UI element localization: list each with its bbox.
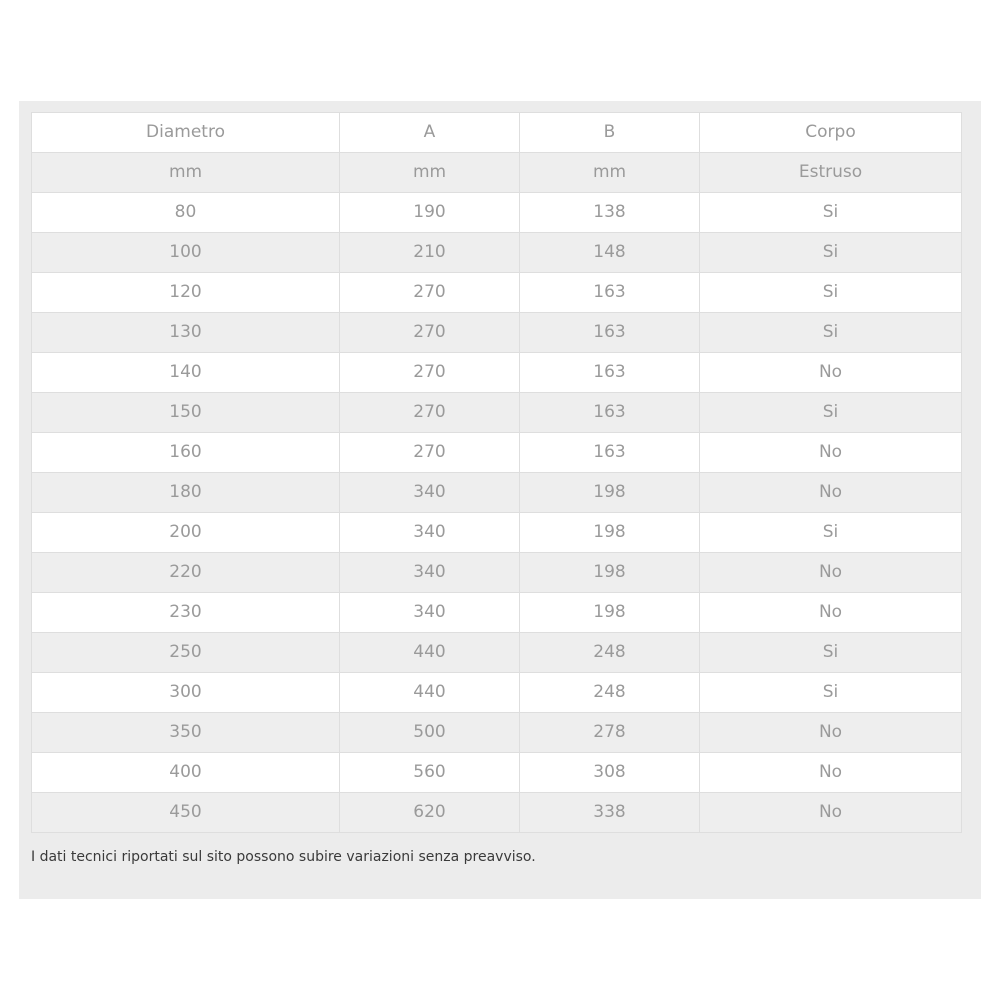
header-cell-b: B [520,113,700,153]
b-cell: 338 [520,793,700,833]
spec-table-body [32,113,962,833]
table-row [32,273,962,313]
corpo-cell: No [700,713,962,753]
diametro-cell: 450 [32,793,340,833]
table-row [32,393,962,433]
b-cell: 148 [520,233,700,273]
b-cell: 163 [520,273,700,313]
a-cell: 500 [340,713,520,753]
a-cell: 340 [340,513,520,553]
b-cell: 198 [520,553,700,593]
a-cell: 270 [340,313,520,353]
corpo-cell: No [700,753,962,793]
unit-cell-b: mm [520,153,700,193]
diametro-cell: 150 [32,393,340,433]
units-row [32,153,962,193]
b-cell: 163 [520,393,700,433]
corpo-cell: Si [700,193,962,233]
spec-table [31,112,962,833]
diametro-cell: 80 [32,193,340,233]
table-row [32,513,962,553]
table-row [32,673,962,713]
table-row [32,193,962,233]
unit-cell-corpo: Estruso [700,153,962,193]
diametro-cell: 140 [32,353,340,393]
a-cell: 270 [340,273,520,313]
corpo-cell: Si [700,513,962,553]
header-row [32,113,962,153]
b-cell: 248 [520,673,700,713]
corpo-cell: Si [700,673,962,713]
corpo-cell: No [700,593,962,633]
diametro-cell: 250 [32,633,340,673]
table-row [32,433,962,473]
unit-cell-diametro: mm [32,153,340,193]
table-row [32,793,962,833]
diametro-cell: 130 [32,313,340,353]
table-row [32,473,962,513]
diametro-cell: 120 [32,273,340,313]
corpo-cell: Si [700,313,962,353]
b-cell: 248 [520,633,700,673]
b-cell: 198 [520,513,700,553]
a-cell: 440 [340,633,520,673]
a-cell: 620 [340,793,520,833]
diametro-cell: 180 [32,473,340,513]
a-cell: 560 [340,753,520,793]
table-row [32,753,962,793]
b-cell: 163 [520,353,700,393]
corpo-cell: No [700,793,962,833]
a-cell: 340 [340,593,520,633]
a-cell: 270 [340,353,520,393]
diametro-cell: 350 [32,713,340,753]
header-cell-diametro: Diametro [32,113,340,153]
b-cell: 278 [520,713,700,753]
header-cell-corpo: Corpo [700,113,962,153]
diametro-cell: 200 [32,513,340,553]
diametro-cell: 220 [32,553,340,593]
corpo-cell: Si [700,273,962,313]
corpo-cell: No [700,473,962,513]
corpo-cell: No [700,433,962,473]
a-cell: 270 [340,433,520,473]
diametro-cell: 300 [32,673,340,713]
unit-cell-a: mm [340,153,520,193]
a-cell: 210 [340,233,520,273]
corpo-cell: Si [700,233,962,273]
table-row [32,353,962,393]
corpo-cell: No [700,353,962,393]
corpo-cell: Si [700,393,962,433]
a-cell: 270 [340,393,520,433]
b-cell: 308 [520,753,700,793]
table-row [32,553,962,593]
header-cell-a: A [340,113,520,153]
corpo-cell: No [700,553,962,593]
b-cell: 138 [520,193,700,233]
spec-panel [19,101,981,899]
b-cell: 163 [520,313,700,353]
table-row [32,713,962,753]
table-row [32,633,962,673]
diametro-cell: 400 [32,753,340,793]
b-cell: 198 [520,473,700,513]
b-cell: 198 [520,593,700,633]
diametro-cell: 160 [32,433,340,473]
corpo-cell: Si [700,633,962,673]
a-cell: 340 [340,473,520,513]
table-row [32,313,962,353]
diametro-cell: 100 [32,233,340,273]
table-row [32,593,962,633]
a-cell: 440 [340,673,520,713]
b-cell: 163 [520,433,700,473]
diametro-cell: 230 [32,593,340,633]
a-cell: 190 [340,193,520,233]
a-cell: 340 [340,553,520,593]
table-row [32,233,962,273]
disclaimer-note: I dati tecnici riportati sul sito possono subire variazioni senza preavviso. [31,849,536,865]
